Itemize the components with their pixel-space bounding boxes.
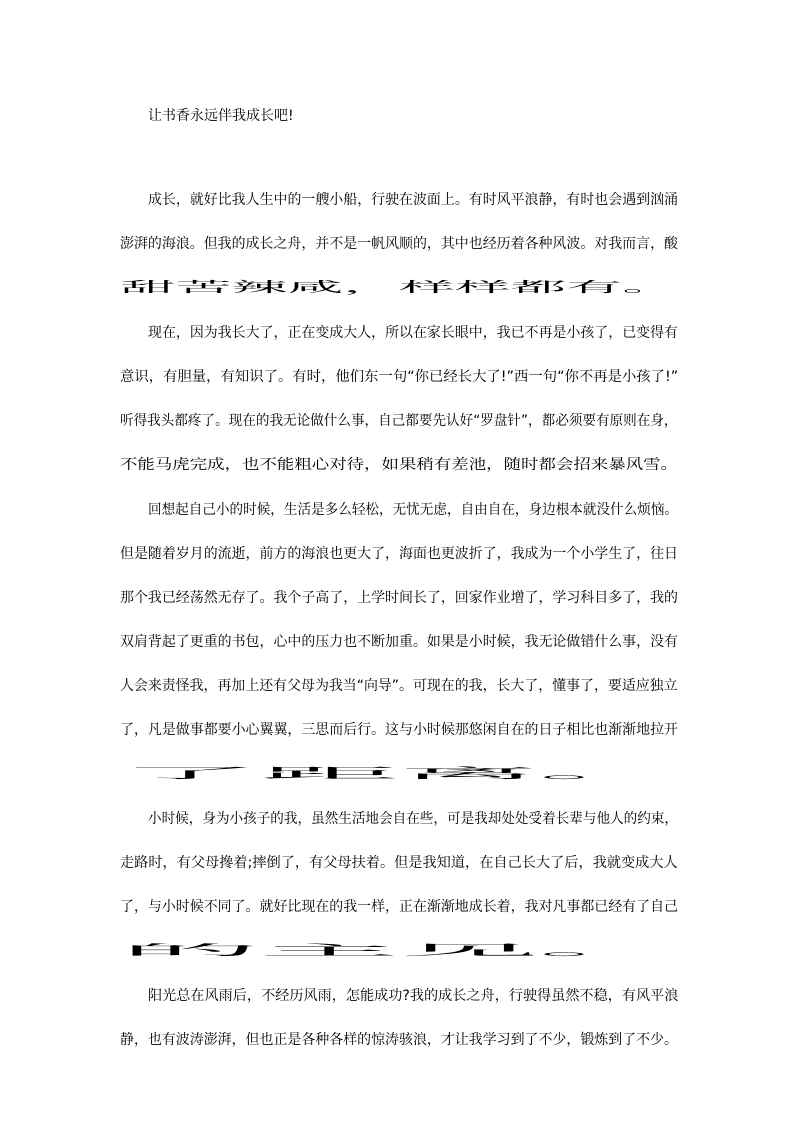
paragraph-line: 意识，有胆量，有知识了。有时，他们东一句“你已经长大了!”西一句“你不再是小孩了!” — [120, 369, 679, 385]
paragraph-line: 的主见。 — [120, 943, 679, 959]
paragraph-line: 静，也有波涛澎湃，但也正是各种各样的惊涛骇浪，才让我学习到了不少，锻炼到了不少。 — [120, 1032, 678, 1048]
paragraph-line: 了距离。 — [120, 766, 679, 782]
paragraph-line: 走路时，有父母搀着;摔倒了，有父母扶着。但是我知道，在自己长大了后，我就变成大人 — [120, 855, 678, 871]
paragraph-line: 阳光总在风雨后，不经历风雨，怎能成功?我的成长之舟，行驶得虽然不稳，有风平浪 — [148, 988, 679, 1004]
paragraph-line: 不能马虎完成，也不能粗心对待，如果稍有差池，随时都会招来暴风雪。 — [120, 457, 678, 473]
paragraph-line: 人会来责怪我，再加上还有父母为我当“向导”。可现在的我，长大了，懂事了，要适应独立 — [120, 678, 678, 694]
paragraph-line: 双肩背起了更重的书包，心中的压力也不断加重。如果是小时候，我无论做错什么事，没有 — [120, 634, 678, 650]
paragraph-line: 现在，因为我长大了，正在变成大人，所以在家长眼中，我已不再是小孩了，已变得有 — [148, 325, 678, 341]
paragraph-line: 了，与小时候不同了。就好比现在的我一样，正在渐渐地成长着，我对凡事都已经有了自己 — [120, 899, 678, 915]
paragraph-line: 那个我已经荡然无存了。我个子高了，上学时间长了，回家作业增了，学习科目多了，我的 — [120, 590, 678, 606]
paragraph-line: 小时候，身为小孩子的我，虽然生活地会自在些，可是我却处处受着长辈与他人的约束， — [148, 811, 679, 827]
paragraph-line: 成长，就好比我人生中的一艘小船，行驶在波面上。有时风平浪静，有时也会遇到汹涌 — [148, 192, 678, 208]
paragraph-line: 了，凡是做事都要小心翼翼，三思而后行。这与小时候那悠闲自在的日子相比也渐渐地拉开 — [120, 722, 678, 738]
paragraph-line: 甜苦辣咸，样样都有。 — [120, 280, 678, 296]
paragraph-line: 回想起自己小的时候，生活是多么轻松，无忧无虑，自由自在，身边根本就没什么烦恼。 — [148, 502, 679, 518]
document-title: 让书香永远伴我成长吧! — [148, 108, 294, 124]
paragraph-line: 听得我头都疼了。现在的我无论做什么事，自己都要先认好“罗盘针”，都必须要有原则在身， — [120, 413, 678, 429]
paragraph-line: 澎湃的海浪。但我的成长之舟，并不是一帆风顺的，其中也经历着各种风波。对我而言，酸 — [120, 236, 678, 252]
paragraph-line: 但是随着岁月的流逝，前方的海浪也更大了，海面也更波折了，我成为一个小学生了，往日 — [120, 546, 678, 562]
